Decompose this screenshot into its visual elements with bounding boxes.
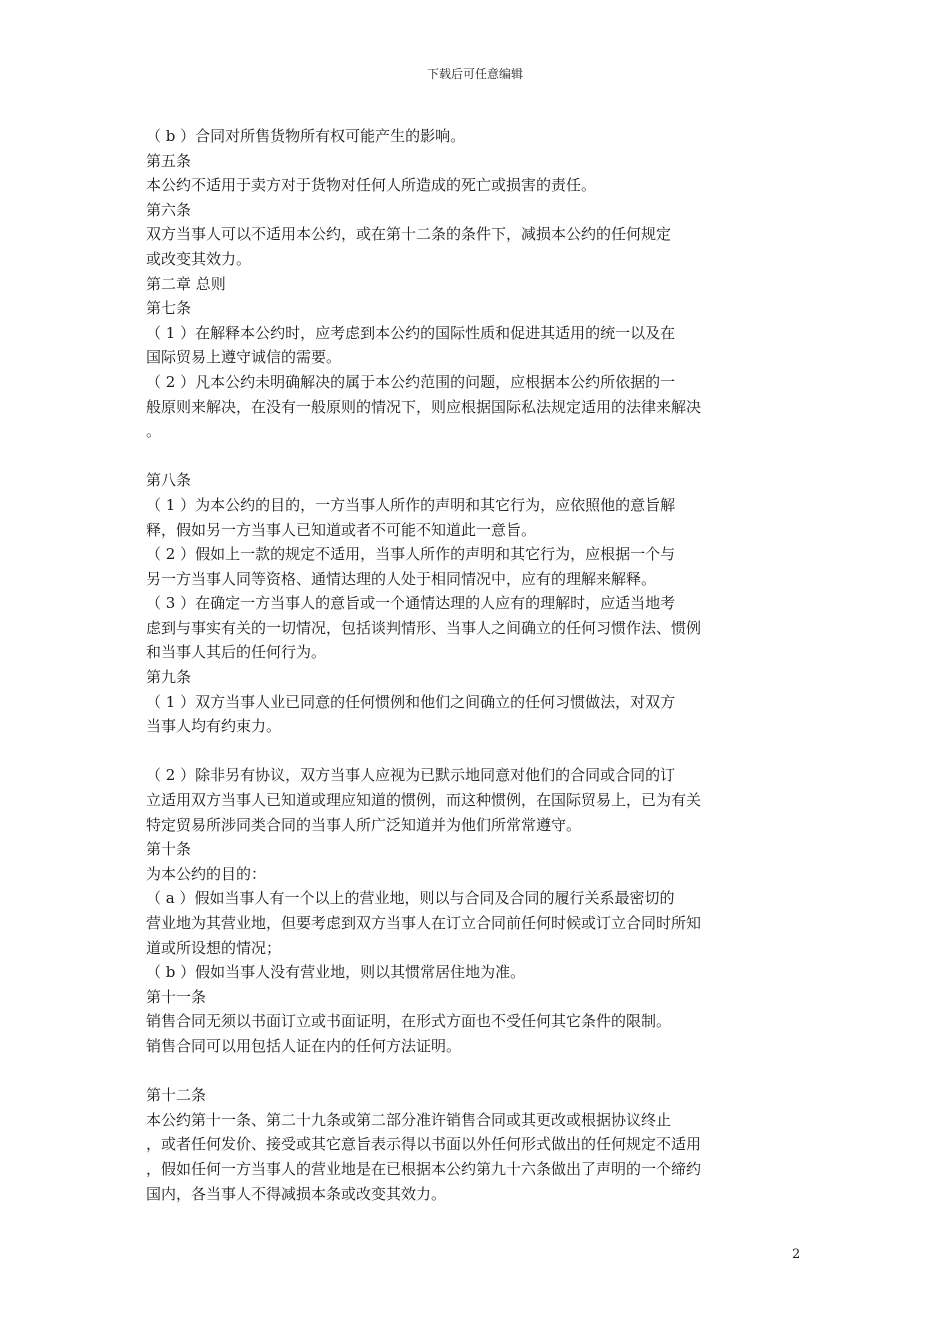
blank-line [146,444,786,469]
text-line: 国内，各当事人不得减损本条或改变其效力。 [146,1184,447,1203]
text-line: 特定贸易所涉同类合同的当事人所广泛知道并为他们所常常遵守。 [146,815,582,834]
text-line: 双方当事人可以不适用本公约，或在第十二条的条件下，减损本公约的任何规定 [146,225,672,244]
text-line: 释，假如另一方当事人已知道或者不可能不知道此一意旨。 [146,520,537,539]
text-line: 本公约第十一条、第二十九条或第二部分准许销售合同或其更改或根据协议终止 [146,1110,672,1129]
blank-line [146,1059,786,1084]
text-line: 和当事人其后的任何行为。 [146,643,327,662]
text-line: （ 2 ）假如上一款的规定不适用，当事人所作的声明和其它行为，应根据一个与 [146,545,676,564]
text-line: 第五条 [146,151,192,170]
text-line: 为本公约的目的： [146,864,267,883]
text-line: （ 2 ）除非另有协议，双方当事人应视为已默示地同意对他们的合同或合同的订 [146,766,676,785]
text-line: 第六条 [146,200,192,219]
text-line: 或改变其效力。 [146,249,252,268]
text-line: ，假如任何一方当事人的营业地是在已根据本公约第九十六条做出了声明的一个缔约 [146,1159,702,1178]
text-line: 般原则来解决，在没有一般原则的情况下，则应根据国际私法规定适用的法律来解决 [146,397,702,416]
text-line: 第八条 [146,471,192,490]
header-note: 下载后可任意编辑 [426,67,523,81]
text-line: 。 [146,422,162,441]
text-line: （ b ）假如当事人没有营业地，则以其惯常居住地为准。 [146,963,526,982]
text-line: 第二章 总则 [146,274,226,293]
text-line: （ a ）假如当事人有一个以上的营业地，则以与合同及合同的履行关系最密切的 [146,889,675,908]
text-line: 本公约不适用于卖方对于货物对任何人所造成的死亡或损害的责任。 [146,176,597,195]
text-line: ，或者任何发价、接受或其它意旨表示得以书面以外任何形式做出的任何规定不适用 [146,1135,702,1154]
text-line: （ 1 ）为本公约的目的，一方当事人所作的声明和其它行为，应依照他的意旨解 [146,495,676,514]
text-line: 第十条 [146,840,192,859]
text-line: 第九条 [146,668,192,687]
blank-line [146,739,786,764]
text-line: 当事人均有约束力。 [146,717,282,736]
text-line: 立适用双方当事人已知道或理应知道的惯例，而这种惯例，在国际贸易上，已为有关 [146,791,702,810]
page-number: 2 [792,1247,801,1262]
document-body [146,124,786,1206]
text-line: 道或所设想的情况； [146,938,282,957]
text-line: 国际贸易上遵守诚信的需要。 [146,348,342,367]
text-line: （ 3 ）在确定一方当事人的意旨或一个通情达理的人应有的理解时，应适当地考 [146,594,676,613]
text-line: 第十一条 [146,987,207,1006]
text-line: （ b ）合同对所售货物所有权可能产生的影响。 [146,127,466,145]
text-line: 虑到与事实有关的一切情况，包括谈判情形、当事人之间确立的任何习惯作法、惯例 [146,618,702,637]
text-line: 另一方当事人同等资格、通情达理的人处于相同情况中，应有的理解来解释。 [146,569,657,588]
text-line: 第十二条 [146,1086,207,1105]
text-line: 第七条 [146,299,192,318]
text-line: 销售合同无须以书面订立或书面证明，在形式方面也不受任何其它条件的限制。 [146,1012,672,1031]
text-line: 销售合同可以用包括人证在内的任何方法证明。 [146,1036,462,1055]
text-line: （ 2 ）凡本公约未明确解决的属于本公约范围的问题，应根据本公约所依据的一 [146,372,676,391]
text-line: （ 1 ）在解释本公约时，应考虑到本公约的国际性质和促进其适用的统一以及在 [146,323,676,342]
text-line: （ 1 ）双方当事人业已同意的任何惯例和他们之间确立的任何习惯做法，对双方 [146,692,676,711]
text-line: 营业地为其营业地，但要考虑到双方当事人在订立合同前任何时候或订立合同时所知 [146,914,702,932]
